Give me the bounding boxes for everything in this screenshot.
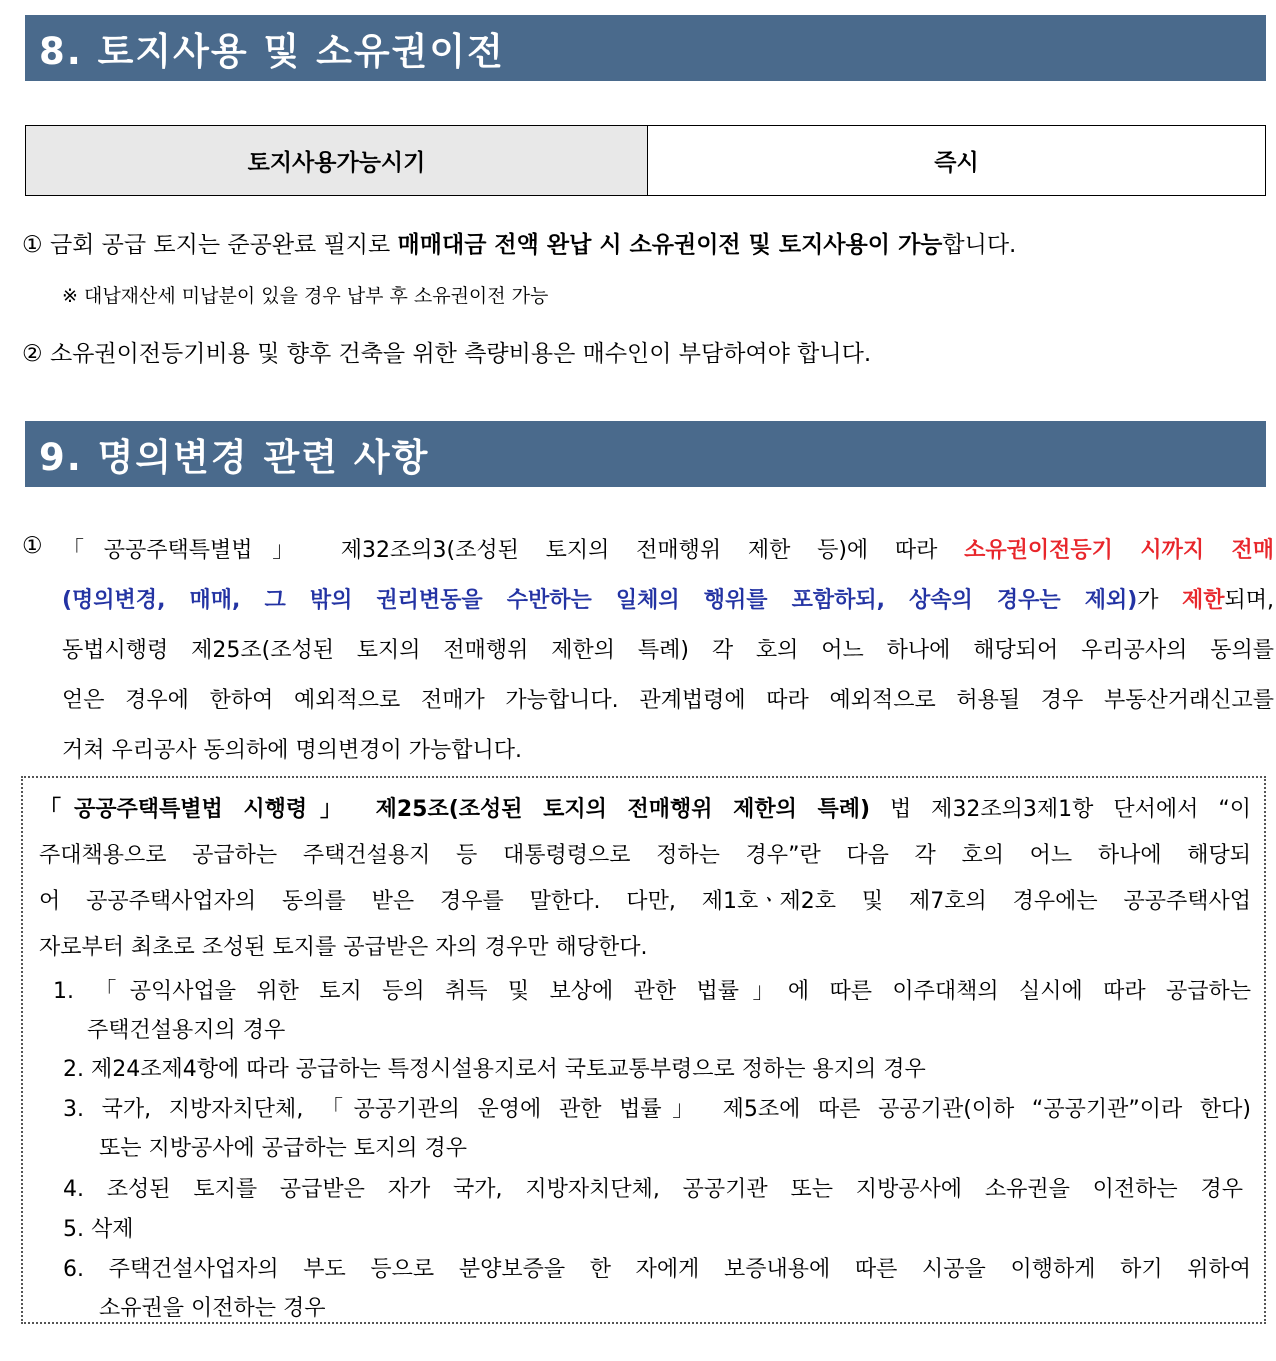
- s8-item-2-num: ②: [22, 341, 43, 367]
- s9-item-1-line-4: 얻은 경우에 한하여 예외적으로 전매가 가능합니다. 관계법령에 따라 예외적으로 허용될 경우 부동산거래신고를: [62, 688, 1274, 713]
- s8-item-1: [22, 226, 1122, 259]
- section-9-header: [25, 421, 1266, 487]
- box-l1-bold: 「공공주택특별법 시행령」 제25조(조성된 토지의 전매행위 제한의 특례): [39, 797, 871, 822]
- s9-l2-post: 되며,: [1224, 588, 1274, 613]
- box-l1-post: 법 제32조의3제1항 단서에서 “이: [870, 797, 1251, 822]
- s8-item-1-num: ①: [22, 232, 43, 258]
- land-use-table: [25, 125, 1266, 196]
- s9-item-1-num: ①: [22, 533, 43, 559]
- box-line-1: [39, 792, 1251, 823]
- box-item-1-a: 1. 「공익사업을 위한 토지 등의 취득 및 보상에 관한 법률」에 따른 이주대책의 실시에 따라 공급하는: [53, 979, 1251, 1004]
- s9-l2-red: 제한: [1181, 588, 1225, 613]
- s9-item-1-line-2: [62, 583, 1274, 614]
- s8-item-1-post: 합니다.: [942, 232, 1017, 258]
- box-item-3-a: 3. 국가, 지방자치단체, 「공공기관의 운영에 관한 법률」 제5조에 따른 공공기관(이하 “공공기관”이라 한다): [63, 1097, 1251, 1122]
- land-use-label-cell: 토지사용가능시기: [26, 126, 648, 196]
- box-line-4: 자로부터 최초로 조성된 토지를 공급받은 자의 경우만 해당한다.: [39, 935, 648, 960]
- s9-item-1-line-1: [62, 533, 1274, 564]
- s8-item-1-pre: 금회 공급 토지는 준공완료 필지로: [49, 232, 398, 258]
- s9-item-1-line-5: 거쳐 우리공사 동의하에 명의변경이 가능합니다.: [62, 738, 523, 763]
- s9-item-1-line-3: 동법시행령 제25조(조성된 토지의 전매행위 제한의 특례) 각 호의 어느 하나에 해당되어 우리공사의 동의를: [62, 638, 1274, 663]
- s9-l1-red: 소유권이전등기 시까지 전매: [964, 538, 1274, 563]
- s8-item-2: [22, 335, 871, 368]
- box-line-3: 어 공공주택사업자의 동의를 받은 경우를 말한다. 다만, 제1호ㆍ제2호 및 제7호의 경우에는 공공주택사업: [39, 889, 1251, 914]
- box-line-2: 주대책용으로 공급하는 주택건설용지 등 대통령령으로 정하는 경우”란 다음 각 호의 어느 하나에 해당되: [39, 843, 1251, 868]
- box-item-2: 2. 제24조제4항에 따라 공급하는 특정시설용지로서 국토교통부령으로 정하는 용지의 경우: [63, 1057, 926, 1082]
- box-item-3-b: 또는 지방공사에 공급하는 토지의 경우: [99, 1136, 468, 1161]
- s9-l1-pre: 「공공주택특별법」 제32조의3(조성된 토지의 전매행위 제한 등)에 따라: [62, 538, 965, 563]
- decree-excerpt-box: [21, 776, 1266, 1324]
- section-8-title: 8. 토지사용 및 소유권이전: [39, 30, 505, 73]
- box-item-6-a: 6. 주택건설사업자의 부도 등으로 분양보증을 한 자에게 보증내용에 따른 시공을 이행하게 하기 위하여: [63, 1257, 1251, 1282]
- box-item-1-b: 주택건설용지의 경우: [87, 1018, 286, 1043]
- box-item-5: 5. 삭제: [63, 1217, 134, 1242]
- s8-item-1-bold: 매매대금 전액 완납 시 소유권이전 및 토지사용이 가능: [397, 232, 943, 258]
- section-8-header: [25, 15, 1266, 81]
- s9-l2-blue: (명의변경, 매매, 그 밖의 권리변동을 수반하는 일체의 행위를 포함하되, 상속의 경우는 제외): [62, 588, 1138, 613]
- box-item-4: 4. 조성된 토지를 공급받은 자가 국가, 지방자치단체, 공공기관 또는 지방공사에 소유권을 이전하는 경우: [63, 1177, 1243, 1202]
- section-9-title: 9. 명의변경 관련 사항: [39, 436, 430, 479]
- s8-note: ※ 대납재산세 미납분이 있을 경우 납부 후 소유권이전 가능: [62, 285, 549, 307]
- s9-l2-mid: 가: [1137, 588, 1182, 613]
- land-use-value-cell: 즉시: [648, 126, 1266, 196]
- box-item-6-b: 소유권을 이전하는 경우: [99, 1296, 326, 1321]
- s8-item-2-text: 소유권이전등기비용 및 향후 건축을 위한 측량비용은 매수인이 부담하여야 합니다.: [49, 341, 872, 367]
